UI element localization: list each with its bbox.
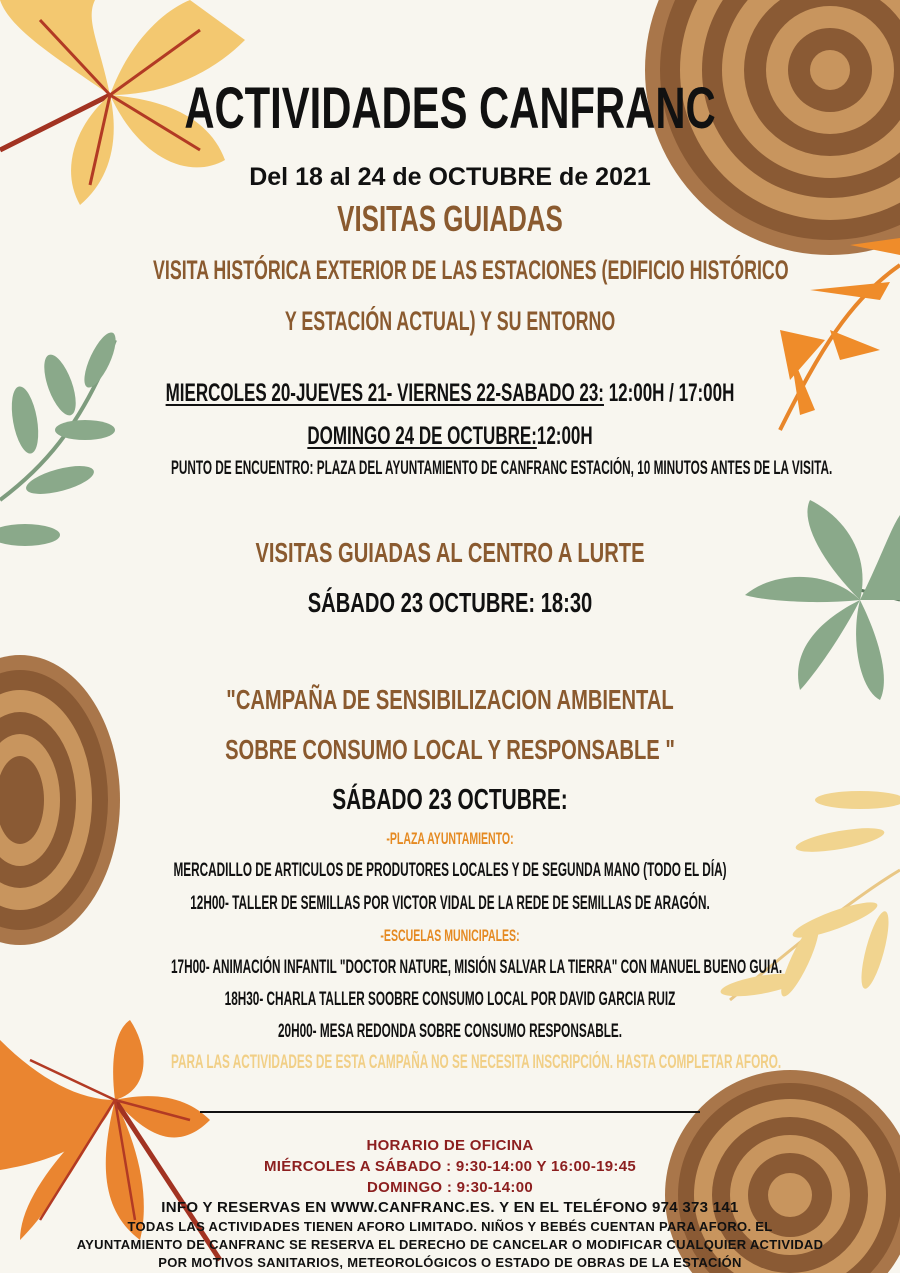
meeting-point: PUNTO DE ENCUENTRO: PLAZA DEL AYUNTAMIENTO DE CANFRANC ESTACIÓN, 10 MINUTOS ANTES DE LA VISITA. xyxy=(171,458,833,479)
section-heading-visitas: VISITAS GUIADAS xyxy=(337,198,563,239)
office-hours-title: HORARIO DE OFICINA xyxy=(366,1137,534,1154)
schedule-sunday-time: 12:00H xyxy=(536,422,593,450)
visit-subtitle-line1: VISITA HISTÓRICA EXTERIOR DE LAS ESTACIONES (EDIFICIO HISTÓRICO xyxy=(153,255,789,285)
schedule-weekdays xyxy=(144,379,756,408)
campana-item: MERCADILLO DE ARTICULOS DE PRODUTORES LOCALES Y DE SEGUNDA MANO (TODO EL DÍA) xyxy=(173,860,727,881)
schedule-sunday-day: DOMINGO 24 DE OCTUBRE: xyxy=(307,422,537,450)
schedule-sunday xyxy=(144,422,756,451)
divider-line xyxy=(200,1111,700,1113)
section-heading-campana-line1: "CAMPAÑA DE SENSIBILIZACION AMBIENTAL xyxy=(226,684,674,715)
campana-place-plaza: -PLAZA AYUNTAMIENTO: xyxy=(386,829,514,848)
office-hours-sunday: DOMINGO : 9:30-14:00 xyxy=(366,1179,534,1196)
page-title: ACTIVIDADES CANFRANC xyxy=(184,76,716,141)
lurte-date: SÁBADO 23 OCTUBRE: 18:30 xyxy=(307,587,593,618)
campana-note: PARA LAS ACTIVIDADES DE ESTA CAMPAÑA NO SE NECESITA INSCRIPCIÓN. HASTA COMPLETAR AFORO. xyxy=(171,1052,782,1073)
green-fern-icon xyxy=(0,329,122,546)
info-reservations: INFO Y RESERVAS EN WWW.CANFRANC.ES. Y EN EL TELÉFONO 974 373 141 xyxy=(161,1199,739,1216)
section-heading-lurte: VISITAS GUIADAS AL CENTRO A LURTE xyxy=(255,537,645,568)
office-hours-weekdays: MIÉRCOLES A SÁBADO : 9:30-14:00 Y 16:00-19:45 xyxy=(264,1158,636,1175)
campana-date: SÁBADO 23 OCTUBRE: xyxy=(332,784,568,816)
schedule-weekdays-days: MIERCOLES 20-JUEVES 21- VIERNES 22-SABADO 23: xyxy=(165,379,604,407)
orange-fern-icon xyxy=(780,238,900,430)
disclaimer-line1: TODAS LAS ACTIVIDADES TIENEN AFORO LIMITADO. NIÑOS Y BEBÉS CUENTAN PARA AFORO. EL xyxy=(127,1219,773,1234)
disclaimer-line3: POR MOTIVOS SANITARIOS, METEOROLÓGICOS O ESTADO DE OBRAS DE LA ESTACIÓN xyxy=(158,1255,742,1270)
schedule-weekdays-times: 12:00H / 17:00H xyxy=(603,379,735,407)
wood-ring-icon xyxy=(0,655,120,945)
campana-place-escuelas: -ESCUELAS MUNICIPALES: xyxy=(380,926,520,945)
section-heading-campana-line2: SOBRE CONSUMO LOCAL Y RESPONSABLE " xyxy=(225,734,675,765)
campana-item: 18H30- CHARLA TALLER SOOBRE CONSUMO LOCAL POR DAVID GARCIA RUIZ xyxy=(224,989,676,1010)
campana-item: 17H00- ANIMACIÓN INFANTIL "DOCTOR NATURE, MISIÓN SALVAR LA TIERRA" CON MANUEL BUENO GUIA. xyxy=(171,957,783,978)
campana-item: 12H00- TALLER DE SEMILLAS POR VICTOR VIDAL DE LA REDE DE SEMILLAS DE ARAGÓN. xyxy=(190,893,710,914)
visit-subtitle-line2: Y ESTACIÓN ACTUAL) Y SU ENTORNO xyxy=(284,306,616,336)
date-range: Del 18 al 24 de OCTUBRE de 2021 xyxy=(249,163,651,191)
disclaimer-line2: AYUNTAMIENTO DE CANFRANC SE RESERVA EL DERECHO DE CANCELAR O MODIFICAR CUALQUIER ACTIVIDAD xyxy=(76,1237,824,1252)
campana-item: 20H00- MESA REDONDA SOBRE CONSUMO RESPONSABLE. xyxy=(277,1021,623,1042)
